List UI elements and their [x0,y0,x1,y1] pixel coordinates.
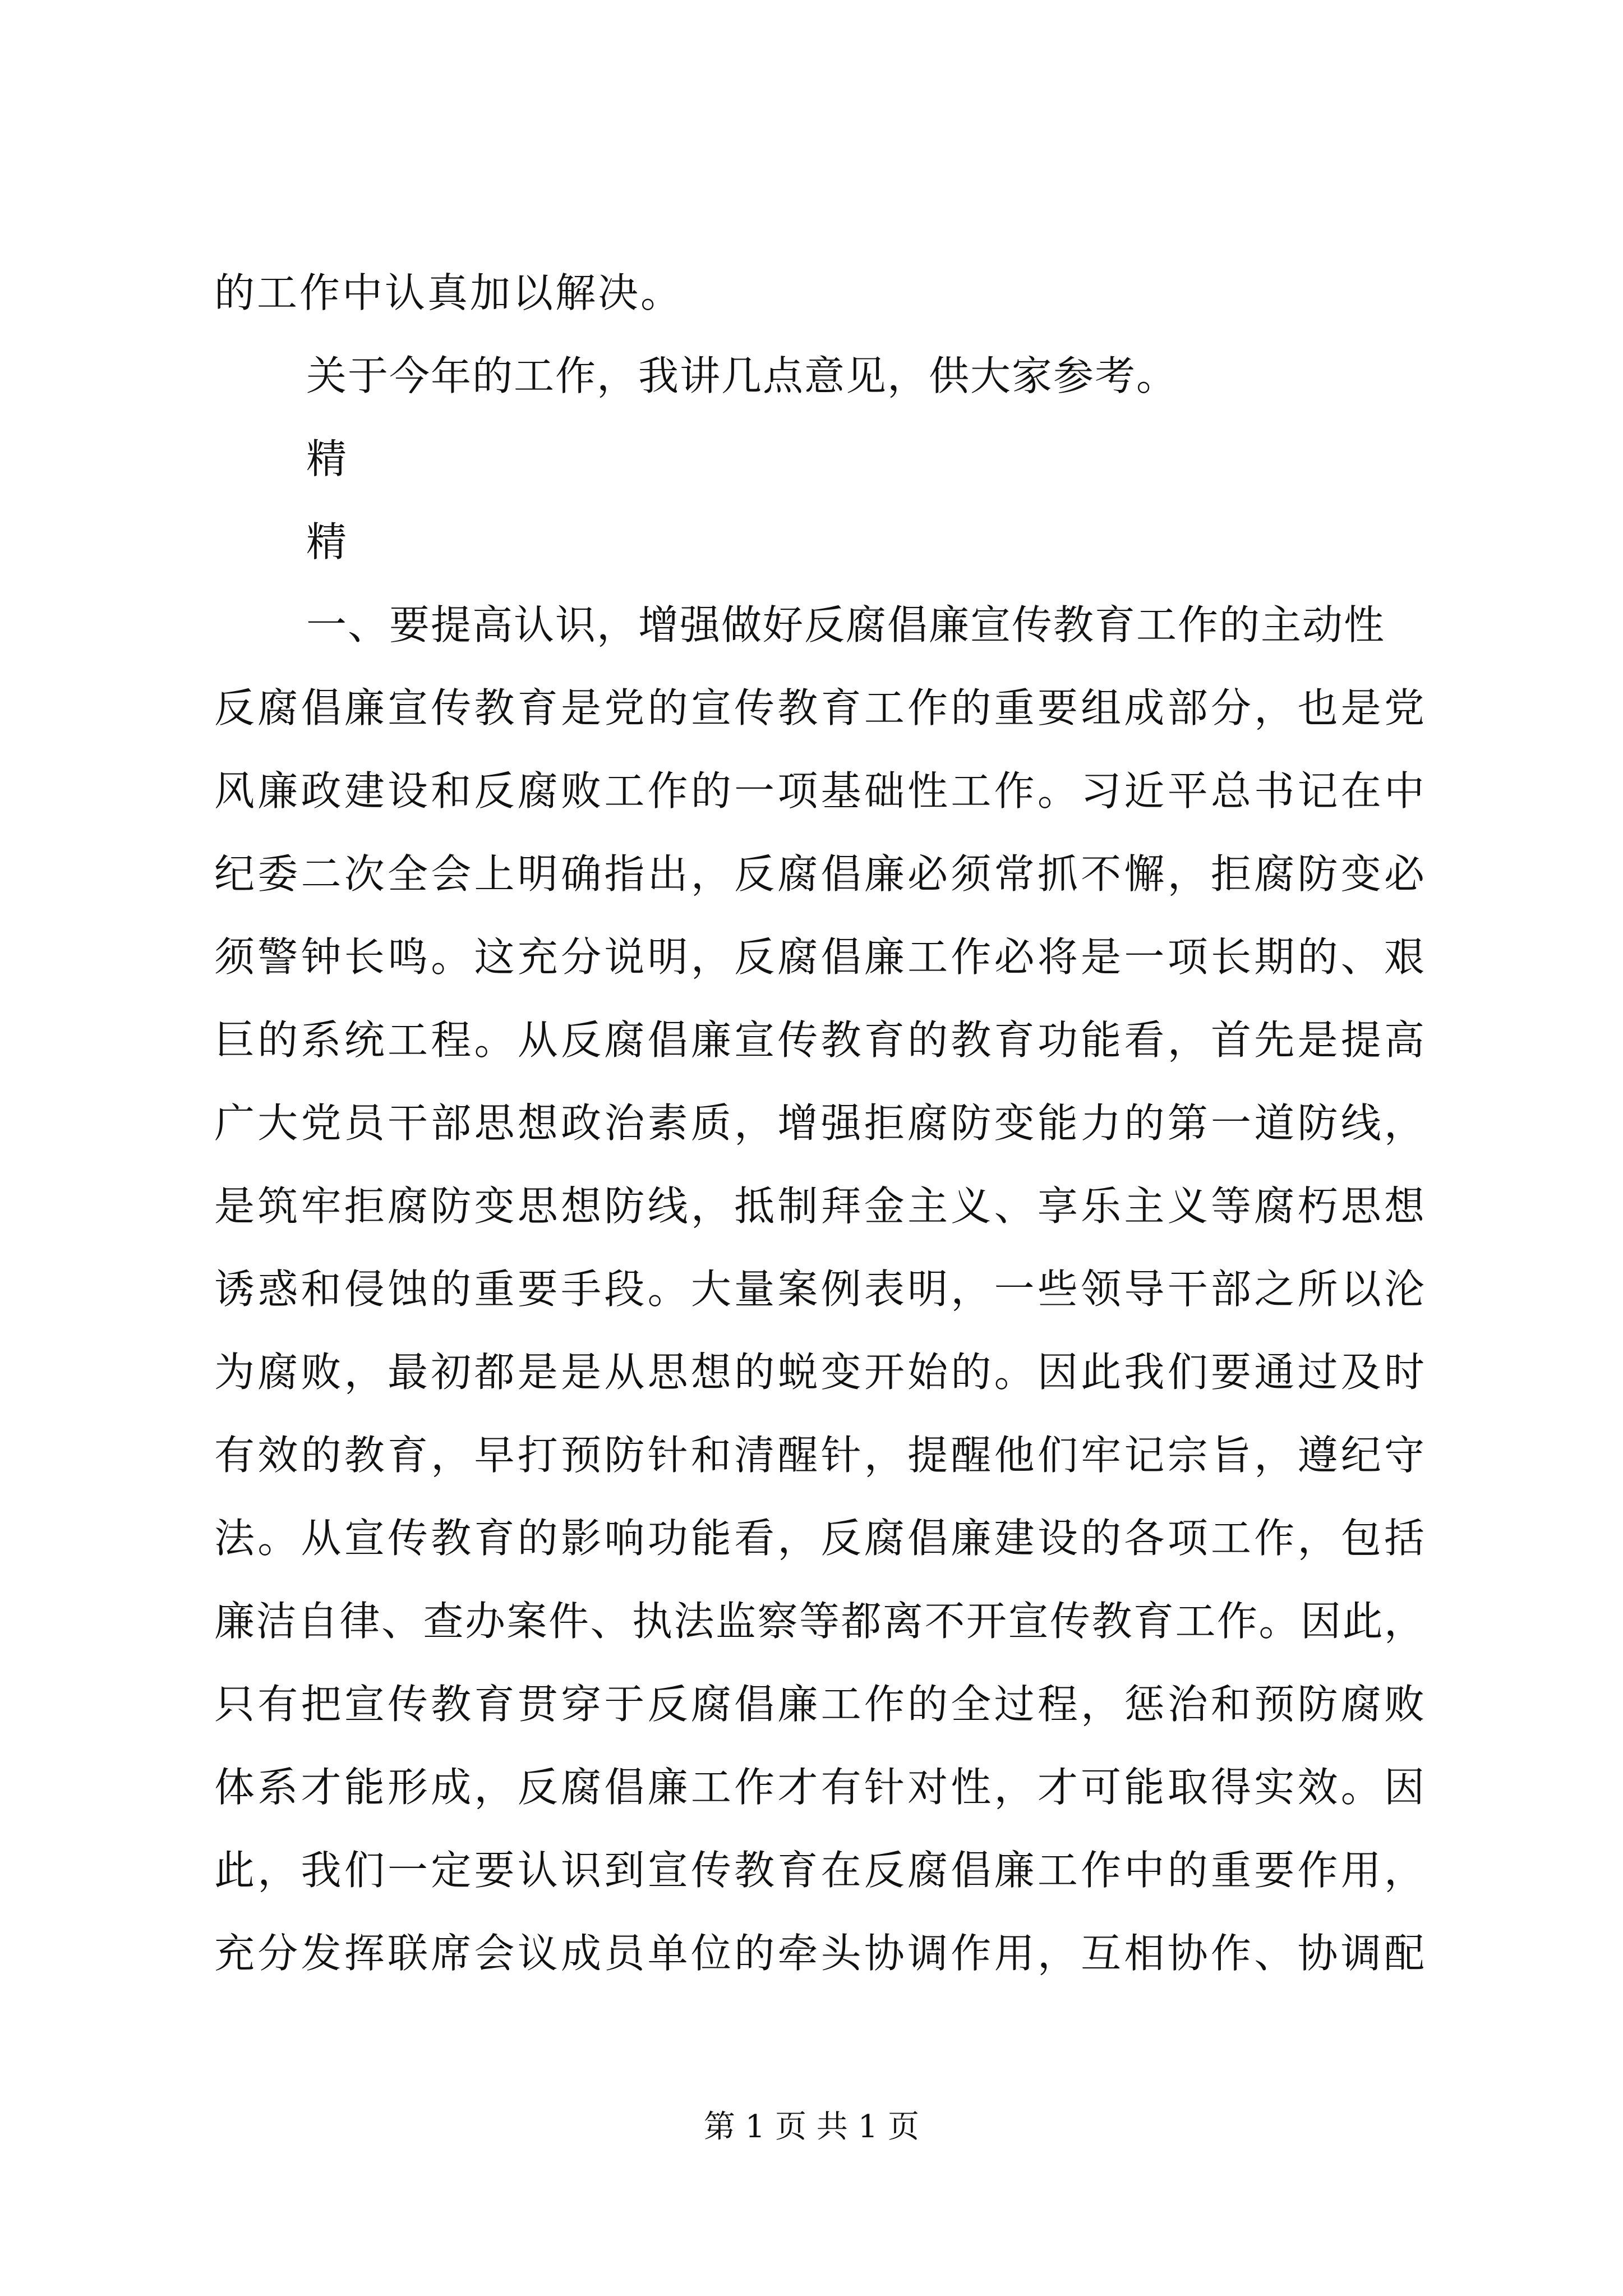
text-line: 体系才能形成，反腐倡廉工作才有针对性，才可能取得实效。因 [214,1764,1426,1811]
text-line: 精 [306,518,348,565]
section-heading: 一、要提高认识，增强做好反腐倡廉宣传教育工作的主动性 [306,601,1386,648]
text-line: 关于今年的工作，我讲几点意见，供大家参考。 [306,352,1178,399]
text-line: 诱惑和侵蚀的重要手段。大量案例表明，一些领导干部之所以沦 [214,1266,1426,1313]
document-body [214,251,1426,1995]
text-line: 有效的教育，早打预防针和清醒针，提醒他们牢记宗旨，遵纪守 [214,1432,1426,1479]
text-line: 此，我们一定要认识到宣传教育在反腐倡廉工作中的重要作用， [214,1847,1426,1894]
page-footer [0,2105,1623,2150]
text-line: 巨的系统工程。从反腐倡廉宣传教育的教育功能看，首先是提高 [214,1016,1426,1064]
text-line: 为腐败，最初都是是从思想的蜕变开始的。因此我们要通过及时 [214,1349,1426,1396]
text-line: 只有把宣传教育贯穿于反腐倡廉工作的全过程，惩治和预防腐败 [214,1681,1426,1728]
text-line: 广大党员干部思想政治素质，增强拒腐防变能力的第一道防线， [214,1099,1426,1147]
text-line: 的工作中认真加以解决。 [214,269,684,316]
text-line: 精 [306,435,348,482]
text-line: 纪委二次全会上明确指出，反腐倡廉必须常抓不懈，拒腐防变必 [214,850,1426,898]
text-line: 法。从宣传教育的影响功能看，反腐倡廉建设的各项工作，包括 [214,1515,1426,1562]
text-line: 风廉政建设和反腐败工作的一项基础性工作。习近平总书记在中 [214,767,1426,815]
text-line: 充分发挥联席会议成员单位的牵头协调作用，互相协作、协调配 [214,1930,1426,1977]
page-number-label: 第 1 页 共 1 页 [703,2109,920,2145]
text-line: 须警钟长鸣。这充分说明，反腐倡廉工作必将是一项长期的、艰 [214,933,1426,981]
text-line: 廉洁自律、查办案件、执法监察等都离不开宣传教育工作。因此， [214,1598,1426,1645]
text-line: 是筑牢拒腐防变思想防线，抵制拜金主义、享乐主义等腐朽思想 [214,1182,1426,1230]
text-line: 反腐倡廉宣传教育是党的宣传教育工作的重要组成部分，也是党 [214,684,1426,731]
